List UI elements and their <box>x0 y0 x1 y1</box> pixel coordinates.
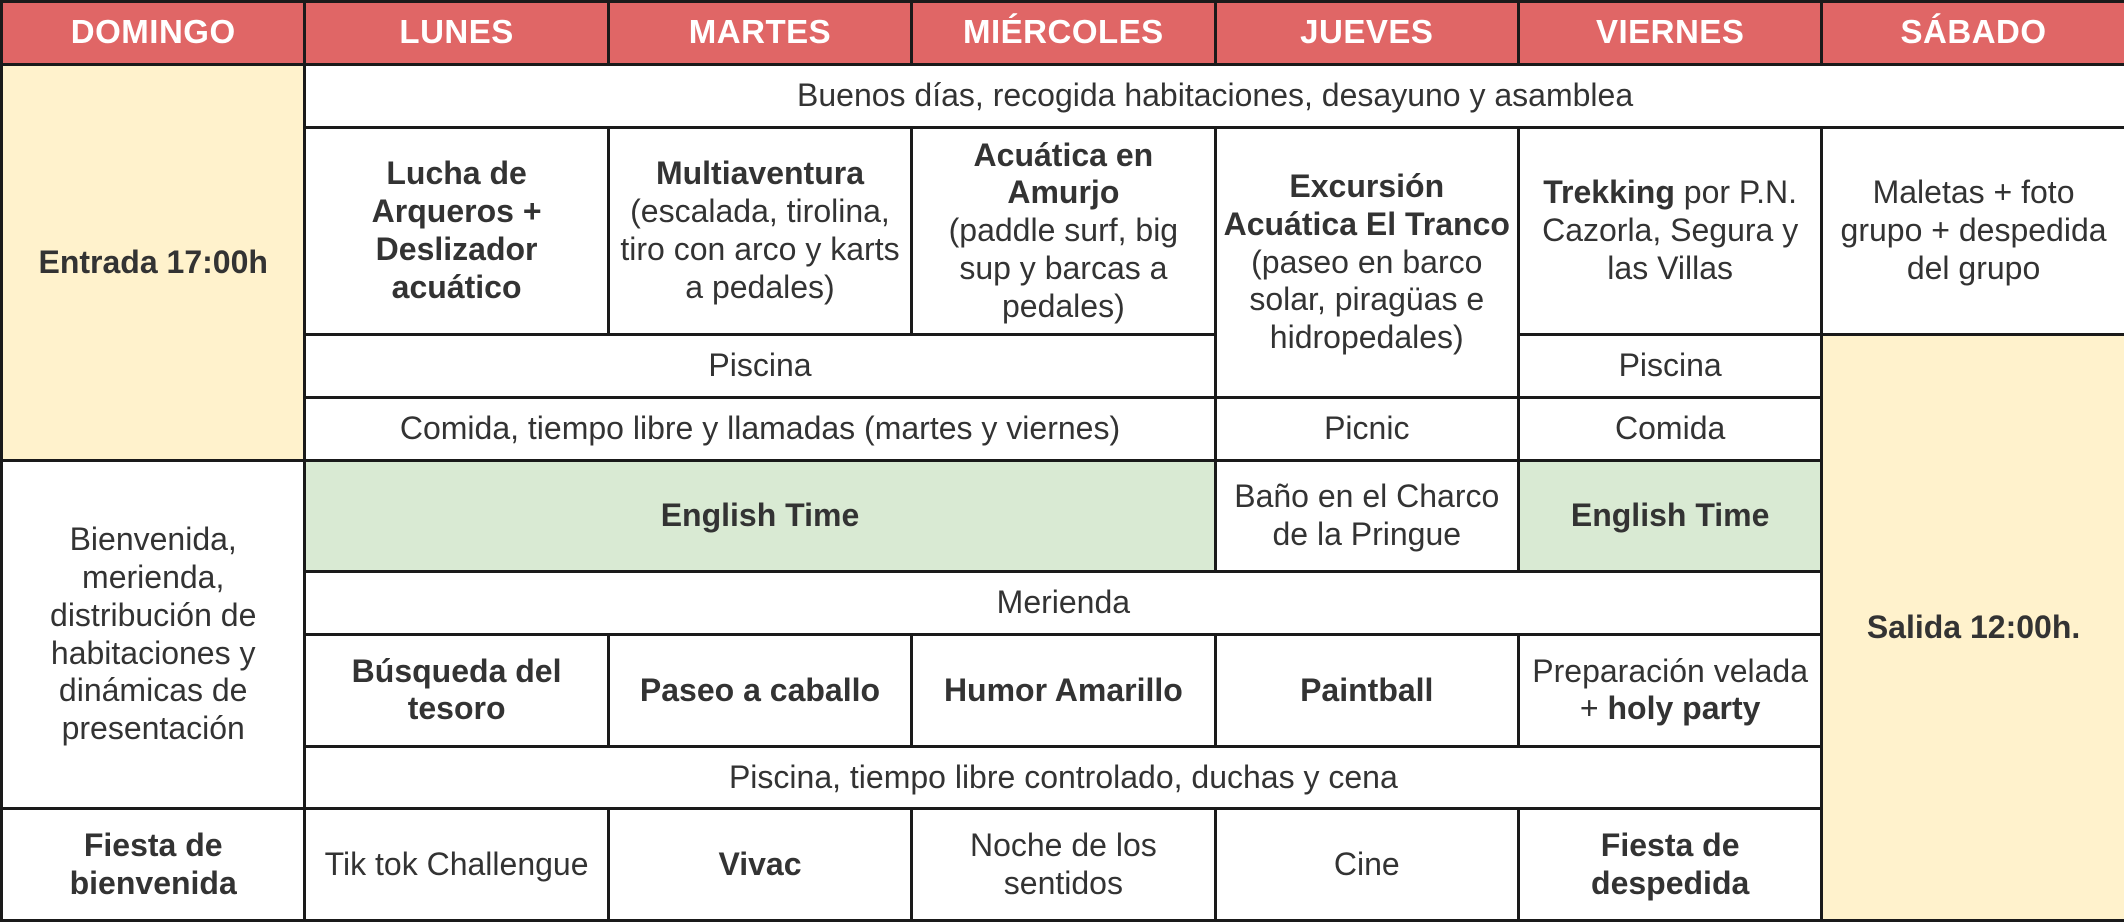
header-domingo: DOMINGO <box>2 2 305 65</box>
monday-night-cell: Tik tok Challengue <box>305 809 608 921</box>
wednesday-activity-cell <box>912 127 1215 335</box>
thursday-afternoon-cell: Paintball <box>1215 635 1518 746</box>
friday-activity-title: Trekking <box>1543 174 1675 211</box>
schedule-row <box>2 746 2124 809</box>
friday-activity-cell <box>1518 127 1821 335</box>
lunch-mon-wed-cell: Comida, tiempo libre y llamadas (martes y viernes) <box>305 398 1215 461</box>
sunday-party-cell: Fiesta de bienvenida <box>2 809 305 921</box>
saturday-departure-cell: Salida 12:00h. <box>1822 335 2124 921</box>
tuesday-activity-title: Multiaventura <box>655 155 864 192</box>
friday-afternoon-bold: holy party <box>1607 690 1761 727</box>
friday-afternoon-cell <box>1518 635 1821 746</box>
schedule-row <box>2 335 2124 398</box>
english-time-mon-wed-cell: English Time <box>305 460 1215 571</box>
header-viernes: VIERNES <box>1518 2 1821 65</box>
snack-cell: Merienda <box>305 572 1822 635</box>
lunch-fri-cell: Comida <box>1518 398 1821 461</box>
tuesday-night-cell: Vivac <box>608 809 911 921</box>
friday-night-cell: Fiesta de despedida <box>1518 809 1821 921</box>
friday-afternoon-text: Preparación velada + <box>1532 652 1809 727</box>
header-martes: MARTES <box>608 2 911 65</box>
thursday-bath-cell: Baño en el Charco de la Pringue <box>1215 460 1518 571</box>
header-lunes: LUNES <box>305 2 608 65</box>
thursday-activity-cell <box>1215 127 1518 398</box>
day-header-row <box>2 2 2124 65</box>
thursday-activity-title: Excursión Acuática El Tranco <box>1223 168 1510 242</box>
tuesday-afternoon-cell: Paseo a caballo <box>608 635 911 746</box>
sunday-welcome-cell: Bienvenida, merienda, distribución de habitaciones y dinámicas de presentación <box>2 460 305 809</box>
monday-activity-cell: Lucha de Arqueros + Deslizador acuático <box>305 127 608 335</box>
wednesday-activity-detail: (paddle surf, big sup y barcas a pedales) <box>948 212 1179 324</box>
schedule-row <box>2 127 2124 335</box>
english-time-fri-cell: English Time <box>1518 460 1821 571</box>
monday-afternoon-cell: Búsqueda del tesoro <box>305 635 608 746</box>
evening-routine-cell: Piscina, tiempo libre controlado, duchas y cena <box>305 746 1822 809</box>
morning-routine-cell: Buenos días, recogida habitaciones, desayuno y asamblea <box>305 64 2124 127</box>
schedule-row <box>2 635 2124 746</box>
schedule-row <box>2 460 2124 571</box>
wednesday-activity-title: Acuática en Amurjo <box>973 136 1154 211</box>
wednesday-afternoon-cell: Humor Amarillo <box>912 635 1215 746</box>
schedule-row <box>2 398 2124 461</box>
header-jueves: JUEVES <box>1215 2 1518 65</box>
tuesday-activity-cell <box>608 127 911 335</box>
wednesday-night-cell: Noche de los sentidos <box>912 809 1215 921</box>
schedule-row <box>2 572 2124 635</box>
friday-activity-detail: por P.N. Cazorla, Segura y las Villas <box>1542 174 1799 286</box>
header-miercoles: MIÉRCOLES <box>912 2 1215 65</box>
saturday-activity-cell: Maletas + foto grupo + despedida del grupo <box>1822 127 2124 335</box>
thursday-activity-detail: (paseo en barco solar, piragüas e hidropedales) <box>1249 243 1485 355</box>
pool-fri-cell: Piscina <box>1518 335 1821 398</box>
schedule-row <box>2 809 2124 921</box>
tuesday-activity-detail: (escalada, tirolina, tiro con arco y karts a pedales) <box>620 193 900 305</box>
lunch-thu-cell: Picnic <box>1215 398 1518 461</box>
thursday-night-cell: Cine <box>1215 809 1518 921</box>
schedule-row <box>2 64 2124 127</box>
sunday-arrival-cell: Entrada 17:00h <box>2 64 305 460</box>
header-sabado: SÁBADO <box>1822 2 2124 65</box>
pool-mon-wed-cell: Piscina <box>305 335 1215 398</box>
